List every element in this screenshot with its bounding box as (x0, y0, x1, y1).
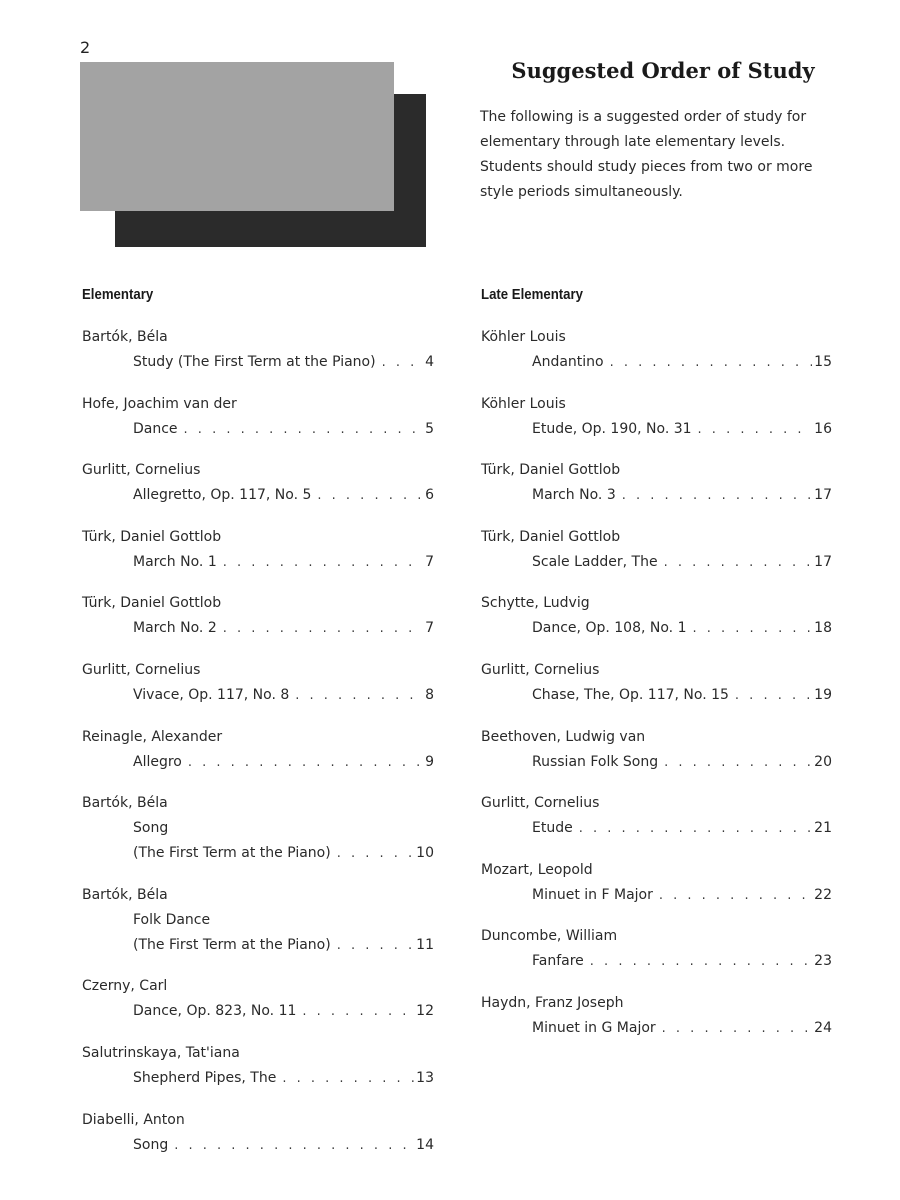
piece-title-line: Folk Dance (133, 911, 211, 928)
dot-leader (698, 417, 813, 442)
composer-name: Gurlitt, Cornelius (82, 462, 201, 479)
piece-title: Allegro (133, 753, 182, 770)
page-reference: 12 (416, 1003, 434, 1020)
dot-leader (382, 350, 424, 375)
piece-title: Scale Ladder, The (532, 553, 658, 570)
piece-line (532, 550, 832, 575)
piece-line (133, 683, 434, 708)
toc-entry (481, 725, 832, 775)
piece-line (532, 949, 832, 974)
dot-leader (302, 999, 414, 1024)
dot-leader (735, 683, 812, 708)
toc-entry (82, 725, 434, 775)
piece-title: Allegretto, Op. 117, No. 5 (133, 487, 312, 504)
composer-name: Gurlitt, Cornelius (82, 661, 201, 678)
composer-name: Schytte, Ludvig (481, 595, 590, 612)
toc-entry (481, 791, 832, 841)
piece-title: Study (The First Term at the Piano) (133, 354, 376, 370)
toc-entry (481, 458, 832, 508)
page-reference: 16 (814, 420, 832, 437)
composer-name: Haydn, Franz Joseph (481, 994, 624, 1011)
piece-line (532, 750, 832, 775)
page-reference: 17 (814, 553, 832, 570)
toc-entry (481, 591, 832, 641)
piece-title: Vivace, Op. 117, No. 8 (133, 686, 290, 703)
piece-title: Minuet in G Major (532, 1019, 656, 1036)
toc-entry (82, 658, 434, 708)
dot-leader (692, 616, 812, 641)
piece-title: Etude, Op. 190, No. 31 (532, 420, 692, 437)
piece-line (532, 883, 832, 908)
composer-name: Czerny, Carl (82, 978, 168, 995)
piece-title: Song (133, 1136, 169, 1153)
toc-entry (82, 591, 434, 641)
piece-title: March No. 1 (133, 553, 217, 570)
piece-line (532, 417, 832, 442)
toc-entry (82, 1041, 434, 1091)
page-reference: 14 (416, 1136, 434, 1153)
piece-line (133, 841, 434, 866)
piece-title: Minuet in F Major (532, 886, 653, 903)
piece-line (133, 550, 434, 575)
page-reference: 19 (814, 686, 832, 703)
dot-leader (590, 949, 812, 974)
piece-title: Etude (532, 820, 573, 837)
page-reference: 23 (814, 953, 832, 970)
piece-title: March No. 2 (133, 620, 217, 637)
decorative-block (80, 62, 394, 211)
page-reference: 24 (814, 1019, 832, 1036)
page-reference: 17 (814, 487, 832, 504)
dot-leader (174, 1133, 414, 1158)
piece-title: Andantino (532, 354, 604, 370)
composer-name: Köhler Louis (481, 395, 566, 412)
dot-leader (662, 1016, 813, 1041)
piece-title-line: Song (133, 820, 169, 837)
page-reference: 8 (425, 686, 434, 703)
dot-leader (664, 550, 813, 575)
composer-name: Bartók, Béla (82, 886, 168, 903)
toc-entry (82, 1108, 434, 1158)
toc-entry (82, 974, 434, 1024)
dot-leader (188, 750, 423, 775)
piece-line (133, 483, 434, 508)
composer-name: Hofe, Joachim van der (82, 395, 237, 412)
piece-title: Dance (133, 420, 178, 437)
composer-name: Salutrinskaya, Tat'iana (82, 1044, 240, 1061)
composer-name: Türk, Daniel Gottlob (82, 595, 222, 612)
composer-name: Duncombe, William (481, 928, 618, 945)
piece-title: Shepherd Pipes, The (133, 1069, 277, 1086)
page-number: 2 (80, 38, 91, 57)
page-reference: 18 (814, 620, 832, 637)
toc-entry (481, 525, 832, 575)
composer-name: Türk, Daniel Gottlob (82, 528, 222, 545)
section-heading-late-elementary: Late Elementary (481, 286, 583, 303)
page-reference: 20 (814, 753, 832, 770)
piece-title: Dance, Op. 108, No. 1 (532, 620, 687, 637)
toc-entry (82, 325, 434, 375)
page-reference: 5 (425, 420, 434, 437)
composer-name: Beethoven, Ludwig van (481, 728, 646, 745)
dot-leader (282, 1066, 414, 1091)
piece-title: (The First Term at the Piano) (133, 845, 331, 862)
dot-leader (295, 683, 423, 708)
elementary-entries (82, 325, 434, 1158)
page-reference: 21 (814, 820, 832, 837)
page-reference: 15 (814, 354, 832, 370)
page-reference: 4 (425, 354, 434, 370)
composer-name: Köhler Louis (481, 329, 566, 345)
toc-entry (82, 883, 434, 958)
toc-entry (481, 991, 832, 1041)
piece-line (133, 750, 434, 775)
piece-line (532, 350, 832, 375)
toc-entry (82, 791, 434, 866)
piece-line (133, 1133, 434, 1158)
piece-line (133, 417, 434, 442)
composer-name: Gurlitt, Cornelius (481, 661, 600, 678)
piece-line (133, 933, 434, 958)
piece-title: Fanfare (532, 953, 584, 970)
page-reference: 7 (425, 620, 434, 637)
piece-line (532, 483, 832, 508)
intro-paragraph: The following is a suggested order of study for elementary through late elementary levels. Students should study pieces from two or more style periods simultaneously. (480, 109, 813, 200)
piece-line (532, 1016, 832, 1041)
toc-entry (481, 392, 832, 442)
composer-name: Mozart, Leopold (481, 861, 593, 878)
dot-leader (223, 616, 423, 641)
page-reference: 7 (425, 553, 434, 570)
piece-title: March No. 3 (532, 487, 616, 504)
dot-leader (610, 350, 813, 375)
dot-leader (579, 816, 812, 841)
page-reference: 22 (814, 886, 832, 903)
piece-line (133, 616, 434, 641)
piece-line (532, 616, 832, 641)
dot-leader (659, 883, 812, 908)
piece-line (532, 683, 832, 708)
toc-entry (82, 392, 434, 442)
dot-leader (337, 841, 414, 866)
toc-entry (82, 458, 434, 508)
late-elementary-entries (481, 325, 832, 1041)
toc-entry (481, 924, 832, 974)
composer-name: Türk, Daniel Gottlob (481, 462, 621, 479)
dot-leader (664, 750, 812, 775)
elementary-column (82, 283, 434, 1174)
late-elementary-column (481, 283, 832, 1058)
composer-name: Bartók, Béla (82, 329, 168, 345)
dot-leader (337, 933, 414, 958)
piece-line (133, 350, 434, 375)
piece-title: Russian Folk Song (532, 753, 659, 770)
composer-name: Diabelli, Anton (82, 1111, 185, 1128)
piece-line (133, 1066, 434, 1091)
page-reference: 9 (425, 753, 434, 770)
toc-entry (481, 658, 832, 708)
piece-title: Dance, Op. 823, No. 11 (133, 1003, 297, 1020)
dot-leader (223, 550, 423, 575)
dot-leader (317, 483, 423, 508)
dot-leader (184, 417, 424, 442)
piece-line (133, 999, 434, 1024)
page-reference: 13 (416, 1069, 434, 1086)
page-reference: 10 (416, 845, 434, 862)
toc-entry (481, 858, 832, 908)
piece-title: (The First Term at the Piano) (133, 936, 331, 953)
page-reference: 11 (416, 936, 434, 953)
composer-name: Reinagle, Alexander (82, 728, 223, 745)
composer-name: Türk, Daniel Gottlob (481, 528, 621, 545)
piece-line (532, 816, 832, 841)
composer-name: Bartók, Béla (82, 795, 168, 812)
page-reference: 6 (425, 487, 434, 504)
toc-entry (82, 525, 434, 575)
toc-entry (481, 325, 832, 375)
page-title: Suggested Order of Study (511, 58, 815, 83)
composer-name: Gurlitt, Cornelius (481, 795, 600, 812)
dot-leader (622, 483, 812, 508)
section-heading-elementary: Elementary (82, 286, 154, 303)
piece-title: Chase, The, Op. 117, No. 15 (532, 686, 729, 703)
